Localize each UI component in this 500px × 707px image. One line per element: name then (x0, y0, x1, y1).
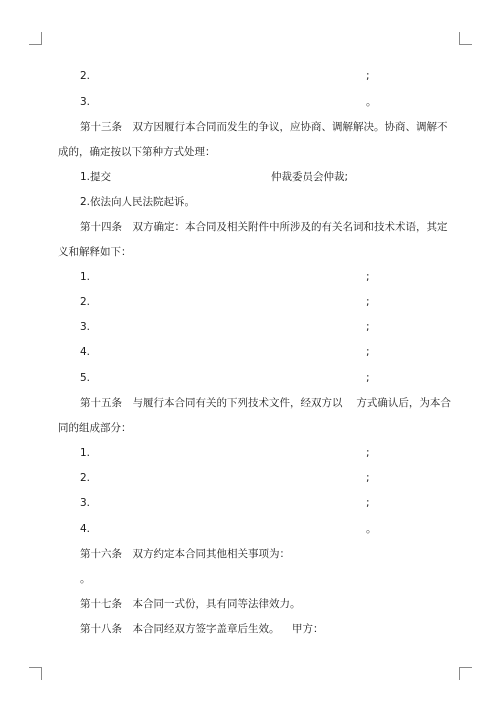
crop-mark-top-left (29, 32, 42, 45)
party-a-label: 甲方： (292, 623, 324, 635)
crop-mark-bottom-right (459, 667, 472, 680)
article-14-line-1: 第十四条 双方确定：本合同及相关附件中所涉及的有关名词和技术术语，其定 (80, 221, 448, 233)
article-15-line-1: 第十五条 与履行本合同有关的下列技术文件，经双方以 方式确认后，为本合 (80, 397, 451, 409)
article-16-line-1: 第十六条 双方约定本合同其他相关事项为： (80, 548, 290, 560)
crop-mark-bottom-left (29, 667, 42, 680)
article-15-line-2: 同的组成部分： (58, 422, 132, 434)
article-13-line-2: 成的，确定按以下第种方式处理： (58, 146, 216, 158)
article-14-line-2: 义和解释如下： (58, 246, 132, 258)
article-16-end-mark: 。 (80, 573, 91, 585)
crop-mark-top-right (459, 32, 472, 45)
article-17-line-1: 第十七条 本合同一式份，具有同等法律效力。 (80, 598, 301, 610)
article-13-option-2: 2.依法向人民法院起诉。 (80, 196, 196, 208)
article-13-line-1: 第十三条 双方因履行本合同而发生的争议，应协商、调解解决。协商、调解不 (80, 121, 448, 133)
